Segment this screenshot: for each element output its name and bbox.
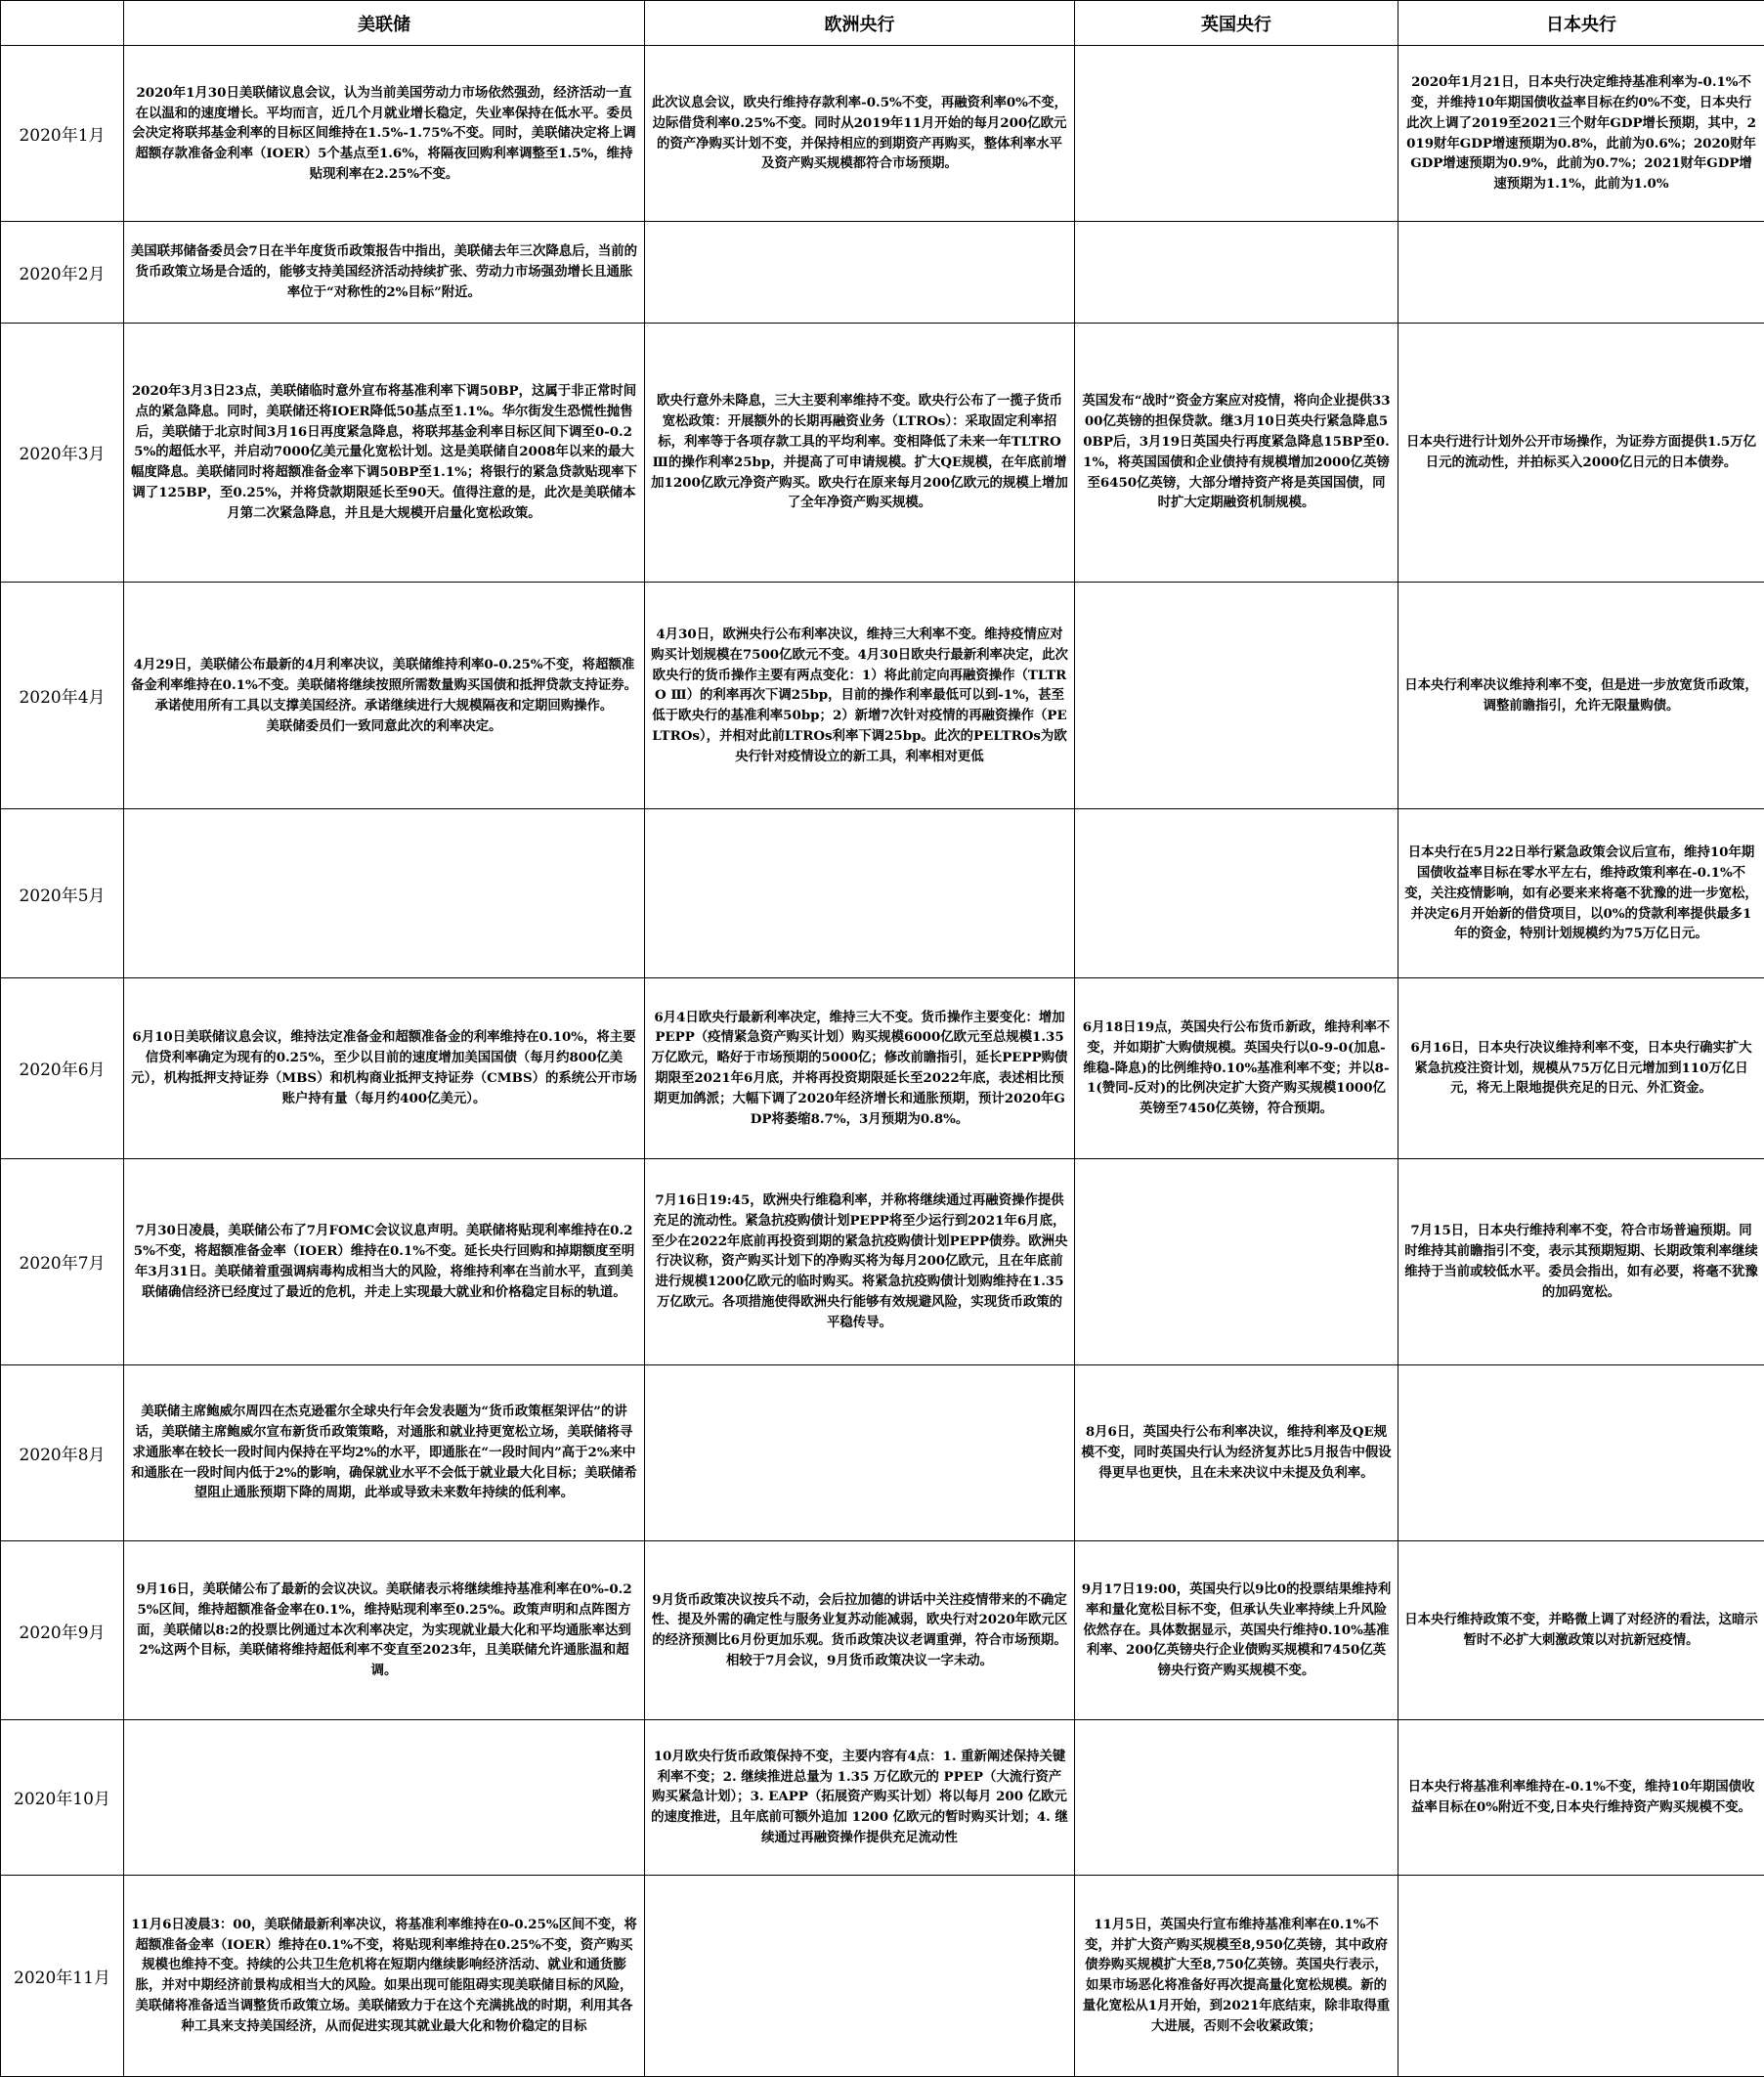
- month-cell: 2020年8月: [1, 1364, 124, 1540]
- boj-cell: 日本央行维持政策不变，并略微上调了对经济的看法，这暗示暂时不必扩大刺激政策以对抗新冠疫情。: [1398, 1540, 1764, 1719]
- boe-cell: [1075, 46, 1398, 222]
- month-cell: 2020年2月: [1, 222, 124, 323]
- boj-cell: 日本央行在5月22日举行紧急政策会议后宣布，维持10年期国债收益率目标在零水平左右，维持政策利率在-0.1%不变，关注疫情影响，如有必要来来将毫不犹豫的进一步宽松，并决定6月开始新的借贷项目，以0%的贷款利率提供最多1年的资金，特别计划规模约为75万亿日元。: [1398, 809, 1764, 977]
- ecb-cell: 10月欧央行货币政策保持不变，主要内容有4点：1. 重新阐述保持关键利率不变；2. 继续推进总量为 1.35 万亿欧元的 PPEP（大流行资产购买紧急计划）；3. EAPP（拓展资产购买计划）将以每月 200 亿欧元的速度推进，且年底前可额外追加 1200 亿欧元的暂时购买计划；4. 继续通过再融资操作提供充足流动性: [645, 1720, 1075, 1875]
- table-header-row: [1, 1, 1764, 46]
- boj-cell: [1398, 1875, 1764, 2076]
- fed-cell: 11月6日凌晨3：00，美联储最新利率决议，将基准利率维持在0-0.25%区间不变，将超额准备金率（IOER）维持在0.1%不变，将贴现利率维持在0.25%不变，资产购买规模也维持不变。持续的公共卫生危机将在短期内继续影响经济活动、就业和通货膨胀，并对中期经济前景构成相当大的风险。如果出现可能阻碍实现美联储目标的风险，美联储将准备适当调整货币政策立场。美联储致力于在这个充满挑战的时期，利用其各种工具来支持美国经济，从而促进实现其就业最大化和物价稳定的目标: [124, 1875, 645, 2076]
- ecb-cell: 9月货币政策决议按兵不动，会后拉加德的讲话中关注疫情带来的不确定性、提及外需的确定性与服务业复苏动能减弱，欧央行对2020年欧元区的经济预测比6月份更加乐观。货币政策决议老调重弹，符合市场预期。相较于7月会议，9月货币政策决议一字未动。: [645, 1540, 1075, 1719]
- boj-cell: 日本央行将基准利率维持在-0.1%不变，维持10年期国债收益率目标在0%附近不变,日本央行维持资产购买规模不变。: [1398, 1720, 1764, 1875]
- header-fed: 美联储: [124, 1, 645, 46]
- boe-cell: [1075, 809, 1398, 977]
- fed-cell: 美国联邦储备委员会7日在半年度货币政策报告中指出，美联储去年三次降息后，当前的货币政策立场是合适的，能够支持美国经济活动持续扩张、劳动力市场强劲增长且通胀率位于“对称性的2%目标”附近。: [124, 222, 645, 323]
- month-cell: 2020年3月: [1, 323, 124, 583]
- boe-cell: [1075, 1159, 1398, 1364]
- table-row: [1, 1159, 1764, 1364]
- header-boe: 英国央行: [1075, 1, 1398, 46]
- month-cell: 2020年4月: [1, 583, 124, 809]
- table-row: [1, 809, 1764, 977]
- ecb-cell: [645, 1364, 1075, 1540]
- ecb-cell: [645, 222, 1075, 323]
- ecb-cell: [645, 809, 1075, 977]
- ecb-cell: 7月16日19:45，欧洲央行维稳利率，并称将继续通过再融资操作提供充足的流动性。紧急抗疫购债计划PEPP将至少运行到2021年6月底，至少在2022年底前再投资到期的紧急抗疫购债计划PEPP债券。欧洲央行决议称，资产购买计划下的净购买将为每月200亿欧元，且在年底前进行规模1200亿欧元的临时购买。将紧急抗疫购债计划购维持在1.35万亿欧元。各项措施使得欧洲央行能够有效规避风险，实现货币政策的平稳传导。: [645, 1159, 1075, 1364]
- boe-cell: 英国发布“战时”资金方案应对疫情，将向企业提供3300亿英镑的担保贷款。继3月10日英央行紧急降息50BP后，3月19日英国央行再度紧急降息15BP至0.1%，将英国国债和企业债持有规模增加2000亿英镑至6450亿英镑，大部分增持资产将是英国国债，同时扩大定期融资机制规模。: [1075, 323, 1398, 583]
- boe-cell: 6月18日19点，英国央行公布货币新政，维持利率不变，并如期扩大购债规模。英国央行以0-9-0(加息-维稳-降息)的比例维持0.10%基准利率不变；并以8-1(赞同-反对)的比例决定扩大资产购买规模1000亿英镑至7450亿英镑，符合预期。: [1075, 977, 1398, 1158]
- fed-cell: [124, 809, 645, 977]
- boj-cell: 6月16日，日本央行决议维持利率不变，日本央行确实扩大紧急抗疫注资计划，规模从75万亿日元增加到110万亿日元，将无上限地提供充足的日元、外汇资金。: [1398, 977, 1764, 1158]
- ecb-cell: 6月4日欧央行最新利率决定，维持三大不变。货币操作主要变化：增加PEPP（疫情紧急资产购买计划）购买规模6000亿欧元至总规模1.35万亿欧元，略好于市场预期的5000亿；修改前瞻指引，延长PEPP购债期限至2021年6月底，并将再投资期限延长至2022年底，表述相比预期更加鸽派；大幅下调了2020年经济增长和通胀预期，预计2020年GDP将萎缩8.7%，3月预期为0.8%。: [645, 977, 1075, 1158]
- month-cell: 2020年5月: [1, 809, 124, 977]
- fed-cell: 7月30日凌晨，美联储公布了7月FOMC会议议息声明。美联储将贴现利率维持在0.25%不变，将超额准备金率（IOER）维持在0.1%不变。延长央行回购和掉期额度至明年3月31日。美联储着重强调病毒构成相当大的风险，将维持利率在当前水平，直到美联储确信经济已经度过了最近的危机，并走上实现最大就业和价格稳定目标的轨道。: [124, 1159, 645, 1364]
- table-row: [1, 1720, 1764, 1875]
- boe-cell: 11月5日，英国央行宣布维持基准利率在0.1%不变，并扩大资产购买规模至8,950亿英镑，其中政府债券购买规模扩大至8,750亿英镑。英国央行表示，如果市场恶化将准备好再次提高量化宽松规模。新的量化宽松从1月开始，到2021年底结束，除非取得重大进展，否则不会收紧政策；: [1075, 1875, 1398, 2076]
- table-row: [1, 977, 1764, 1158]
- table-row: [1, 1875, 1764, 2076]
- ecb-cell: 此次议息会议，欧央行维持存款利率-0.5%不变，再融资利率0%不变，边际借贷利率0.25%不变。同时从2019年11月开始的每月200亿欧元的资产净购买计划不变，并保持相应的到期资产再购买，整体利率水平及资产购买规模都符合市场预期。: [645, 46, 1075, 222]
- fed-cell: 4月29日，美联储公布最新的4月利率决议，美联储维持利率0-0.25%不变，将超额准备金利率维持在0.1%不变。美联储将继续按照所需数量购买国债和抵押贷款支持证券。承诺使用所有工具以支撑美国经济。承诺继续进行大规模隔夜和定期回购操作。 美联储委员们一致同意此次的利率决定。: [124, 583, 645, 809]
- header-boj: 日本央行: [1398, 1, 1764, 46]
- fed-cell: 2020年1月30日美联储议息会议，认为当前美国劳动力市场依然强劲，经济活动一直在以温和的速度增长。平均而言，近几个月就业增长稳定，失业率保持在低水平。委员会决定将联邦基金利率的目标区间维持在1.5%-1.75%不变。同时，美联储决定将上调超额存款准备金利率（IOER）5个基点至1.6%，将隔夜回购利率调整至1.5%，维持贴现利率在2.25%不变。: [124, 46, 645, 222]
- boj-cell: [1398, 1364, 1764, 1540]
- month-cell: 2020年11月: [1, 1875, 124, 2076]
- ecb-cell: [645, 1875, 1075, 2076]
- boe-cell: [1075, 583, 1398, 809]
- month-cell: 2020年6月: [1, 977, 124, 1158]
- fed-cell: 美联储主席鲍威尔周四在杰克逊霍尔全球央行年会发表题为“货币政策框架评估”的讲话，美联储主席鲍威尔宣布新货币政策策略，对通胀和就业持更宽松立场，美联储将寻求通胀率在较长一段时间内保持在平均2%的水平，即通胀在“一段时间内”高于2%来中和通胀在一段时间内低于2%的影响，确保就业水平不会低于就业最大化目标；美联储希望阻止通胀预期下降的周期，此举或导致未来数年持续的低利率。: [124, 1364, 645, 1540]
- header-ecb: 欧洲央行: [645, 1, 1075, 46]
- ecb-cell: 欧央行意外未降息，三大主要利率维持不变。欧央行公布了一揽子货币宽松政策：开展额外的长期再融资业务（LTROs）：采取固定利率招标，利率等于各项存款工具的平均利率。变相降低了未来一年TLTRO Ⅲ的操作利率25bp，并提高了可申请规模。扩大QE规模，在年底前增加1200亿欧元净资产购买。欧央行在原来每月200亿欧元的规模上增加了全年净资产购买规模。: [645, 323, 1075, 583]
- table-row: [1, 1540, 1764, 1719]
- fed-cell: 9月16日，美联储公布了最新的会议决议。美联储表示将继续维持基准利率在0%-0.25%区间，维持超额准备金率在0.1%，维持贴现利率至0.25%。政策声明和点阵图方面，美联储以8:2的投票比例通过本次利率决定，为实现就业最大化和平均通胀率达到2%这两个目标，美联储将维持超低利率不变直至2023年，且美联储允许通胀温和超调。: [124, 1540, 645, 1719]
- table-row: [1, 1364, 1764, 1540]
- boe-cell: [1075, 222, 1398, 323]
- boj-cell: 7月15日，日本央行维持利率不变，符合市场普遍预期。同时维持其前瞻指引不变，表示其预期短期、长期政策利率继续维持于当前或较低水平。委员会指出，如有必要，将毫不犹豫的加码宽松。: [1398, 1159, 1764, 1364]
- header-month: [1, 1, 124, 46]
- month-cell: 2020年7月: [1, 1159, 124, 1364]
- table-row: [1, 222, 1764, 323]
- fed-cell: [124, 1720, 645, 1875]
- boj-cell: 2020年1月21日，日本央行决定维持基准利率为-0.1%不变，并维持10年期国债收益率目标在约0%不变，日本央行此次上调了2019至2021三个财年GDP增长预期，其中，2019财年GDP增速预期为0.8%，此前为0.6%；2020财年GDP增速预期为0.9%，此前为0.7%；2021财年GDP增速预期为1.1%，此前为1.0%: [1398, 46, 1764, 222]
- table-row: [1, 583, 1764, 809]
- month-cell: 2020年1月: [1, 46, 124, 222]
- ecb-cell: 4月30日，欧洲央行公布利率决议，维持三大利率不变。维持疫情应对购买计划规模在7500亿欧元不变。4月30日欧央行最新利率决定，此次欧央行的货币操作主要有两点变化：1）将此前定向再融资操作（TLTRO Ⅲ）的利率再次下调25bp，目前的操作利率最低可以到-1%，甚至低于欧央行的基准利率50bp；2）新增7次针对疫情的再融资操作（PELTROs），并相对此前LTROs利率下调25bp。此次的PELTROs为欧央行针对疫情设立的新工具，利率相对更低: [645, 583, 1075, 809]
- fed-cell: 6月10日美联储议息会议，维持法定准备金和超额准备金的利率维持在0.10%，将主要信贷利率确定为现有的0.25%，至少以目前的速度增加美国国债（每月约800亿美元），机构抵押支持证券（MBS）和机构商业抵押支持证券（CMBS）的系统公开市场账户持有量（每月约400亿美元）。: [124, 977, 645, 1158]
- boj-cell: 日本央行进行计划外公开市场操作，为证券方面提供1.5万亿日元的流动性，并拍标买入2000亿日元的日本债券。: [1398, 323, 1764, 583]
- boe-cell: [1075, 1720, 1398, 1875]
- month-cell: 2020年9月: [1, 1540, 124, 1719]
- table-row: [1, 46, 1764, 222]
- month-cell: 2020年10月: [1, 1720, 124, 1875]
- table-row: [1, 323, 1764, 583]
- boj-cell: 日本央行利率决议维持利率不变，但是进一步放宽货币政策，调整前瞻指引，允许无限量购债。: [1398, 583, 1764, 809]
- fed-cell: 2020年3月3日23点，美联储临时意外宣布将基准利率下调50BP，这属于非正常时间点的紧急降息。同时，美联储还将IOER降低50基点至1.1%。华尔街发生恐慌性抛售后，美联储于北京时间3月16日再度紧急降息，将联邦基金利率目标区间下调至0-0.25%的超低水平，并启动7000亿美元量化宽松计划。这是美联储自2008年以来的最大幅度降息。美联储同时将超额准备金率下调50BP至1.1%；将银行的紧急贷款贴现率下调了125BP，至0.25%，并将贷款期限延长至90天。值得注意的是，此次是美联储本月第二次紧急降息，并且是大规模开启量化宽松政策。: [124, 323, 645, 583]
- boe-cell: 8月6日，英国央行公布利率决议，维持利率及QE规模不变，同时英国央行认为经济复苏比5月报告中假设得更早也更快，且在未来决议中未提及负利率。: [1075, 1364, 1398, 1540]
- boe-cell: 9月17日19:00，英国央行以9比0的投票结果维持利率和量化宽松目标不变，但承认失业率持续上升风险依然存在。具体数据显示，英国央行维持0.10%基准利率、200亿英镑央行企业债购买规模和7450亿英镑央行资产购买规模不变。: [1075, 1540, 1398, 1719]
- boj-cell: [1398, 222, 1764, 323]
